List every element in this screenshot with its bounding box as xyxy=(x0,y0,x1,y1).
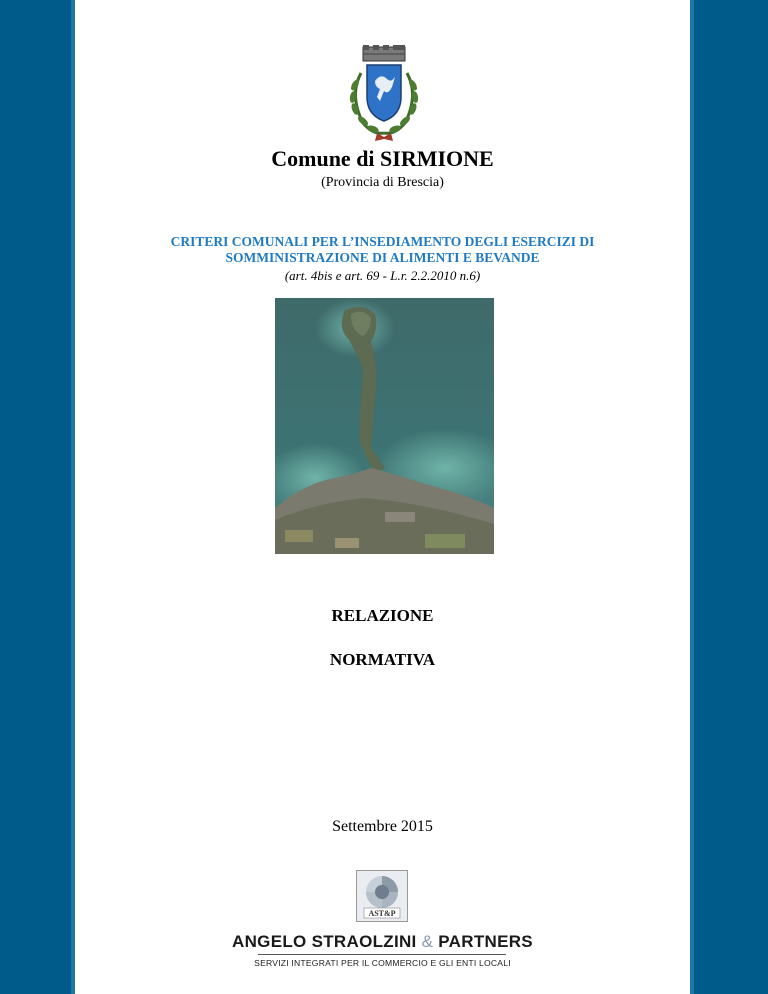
company-tagline: SERVIZI INTEGRATI PER IL COMMERCIO E GLI ENTI LOCALI xyxy=(254,958,511,968)
legal-reference: (art. 4bis e art. 69 - L.r. 2.2.2010 n.6) xyxy=(284,268,481,283)
company-divider xyxy=(258,954,506,955)
coat-of-arms-icon xyxy=(339,45,429,145)
aerial-photo xyxy=(275,298,494,554)
company-name-word-2: STRAOLZINI xyxy=(311,932,417,951)
document-title xyxy=(75,234,690,266)
company-logo-icon xyxy=(356,870,408,922)
company-name xyxy=(75,932,690,952)
document-date: Settembre 2015 xyxy=(332,818,433,835)
left-side-band xyxy=(0,0,75,994)
document-title-line-2: SOMMINISTRAZIONE DI ALIMENTI E BEVANDE xyxy=(225,250,540,265)
right-side-band xyxy=(690,0,768,994)
section-heading-normativa: NORMATIVA xyxy=(329,650,436,669)
section-heading-relazione: RELAZIONE xyxy=(331,606,434,625)
company-name-word-1: ANGELO xyxy=(232,932,307,951)
municipality-title: Comune di SIRMIONE xyxy=(271,146,494,171)
company-name-word-3: PARTNERS xyxy=(438,932,533,951)
company-name-ampersand: & xyxy=(421,932,434,951)
province-subtitle: (Provincia di Brescia) xyxy=(321,175,444,190)
company-logo-text: AST&P xyxy=(368,909,396,918)
document-title-line-1: CRITERI COMUNALI PER L’INSEDIAMENTO DEGLI ESERCIZI DI xyxy=(170,234,595,249)
